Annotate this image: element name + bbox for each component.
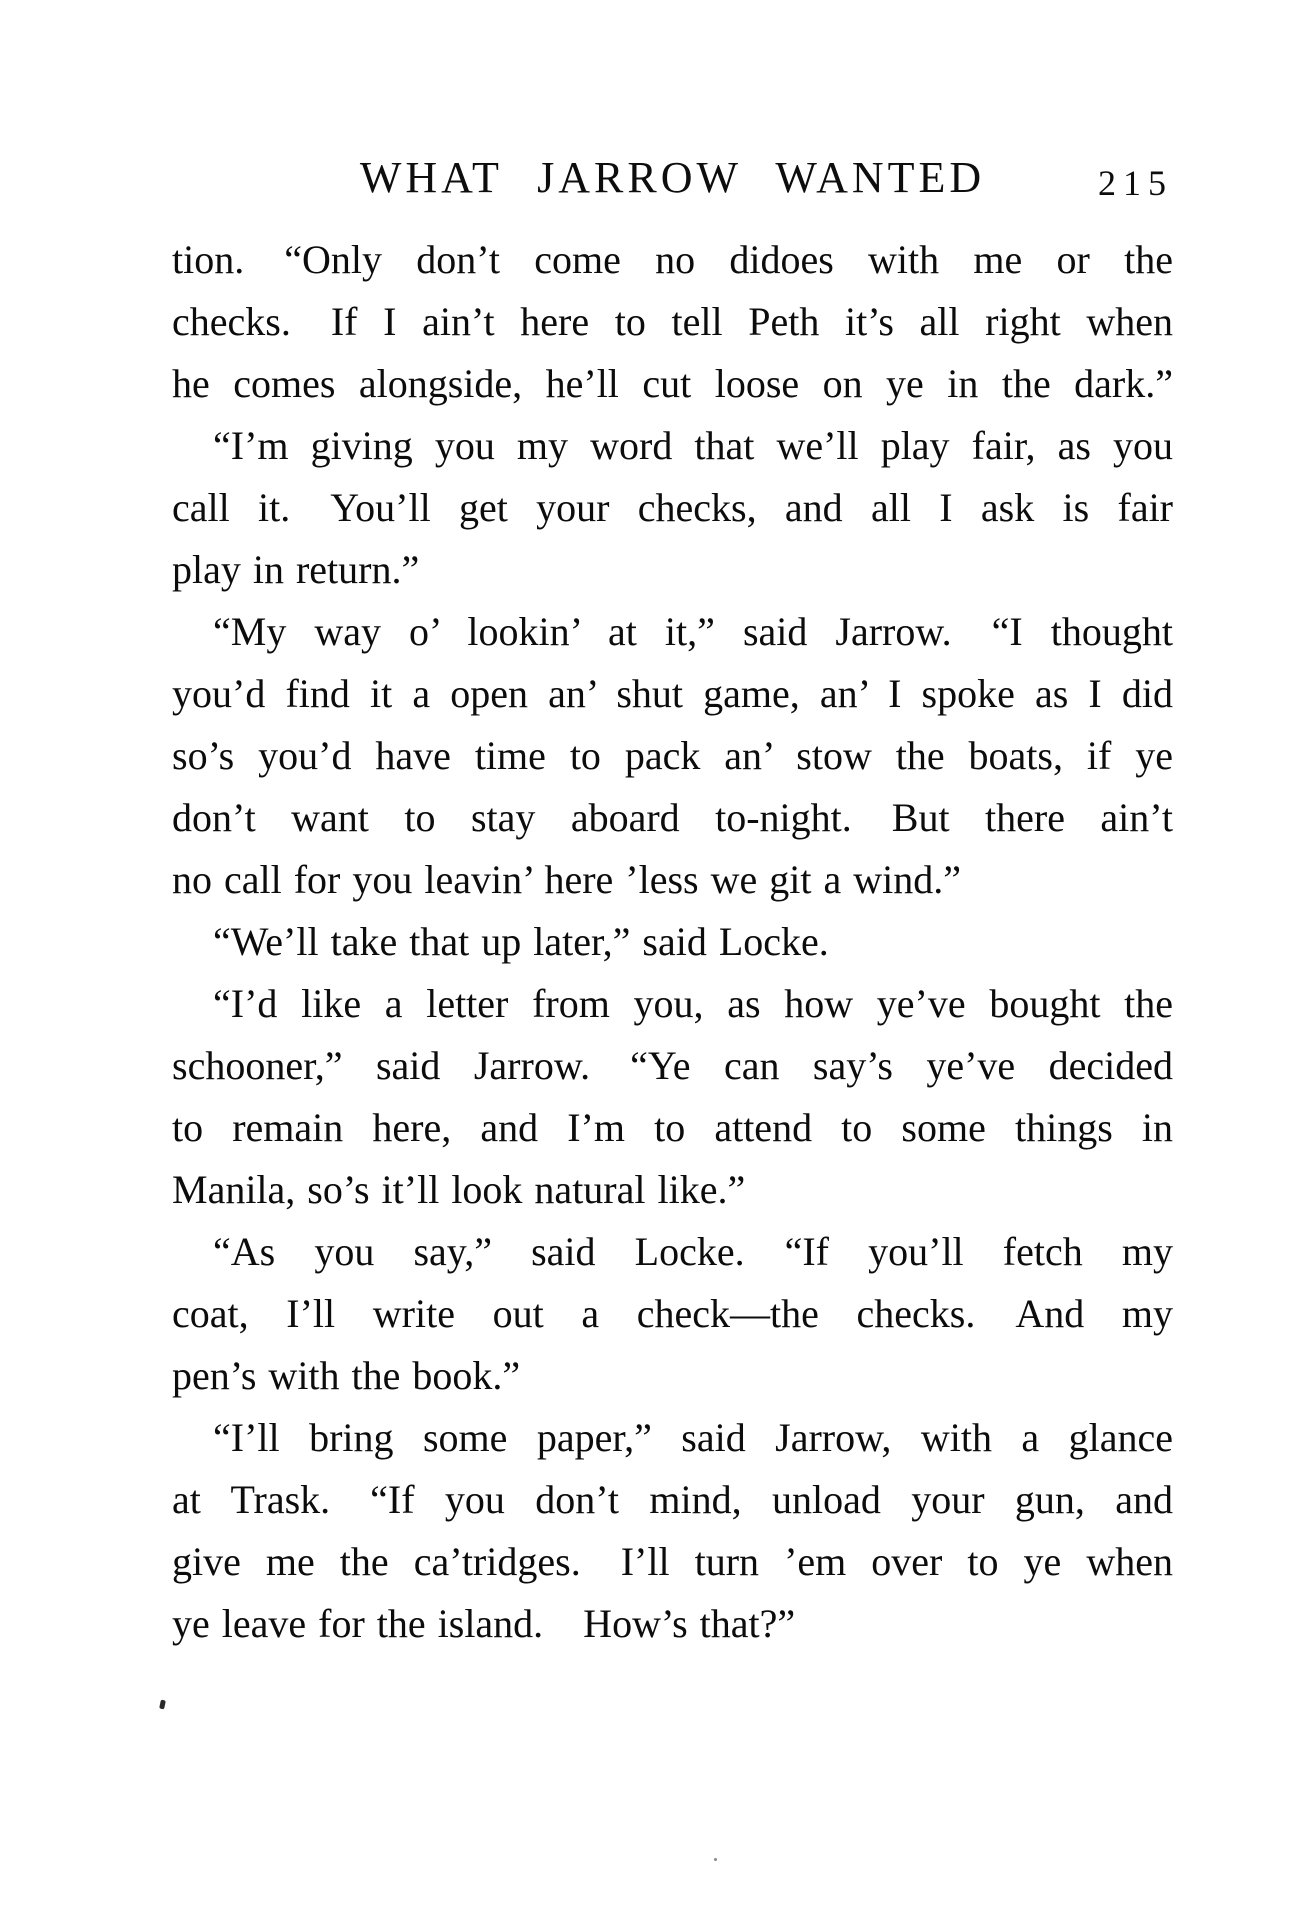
text-line: “As you say,” said Locke. “If you’ll fetch my <box>213 1229 1173 1274</box>
text-line: don’t want to stay aboard to-night. But there ain’t <box>172 795 1173 840</box>
text-line: Manila, so’s it’ll look natural like.” <box>172 1167 746 1212</box>
text-line: give me the ca’tridges. I’ll turn ’em over to ye when <box>172 1539 1173 1584</box>
page-header <box>172 152 1173 204</box>
text-line: he comes alongside, he’ll cut loose on ye in the dark.” <box>172 361 1173 406</box>
scan-speck <box>714 1858 717 1861</box>
text-line: “I’ll bring some paper,” said Jarrow, with a glance <box>213 1415 1173 1460</box>
text-line: schooner,” said Jarrow. “Ye can say’s ye’ve decided <box>172 1043 1173 1088</box>
text-block <box>172 229 1173 1655</box>
running-title: WHAT JARROW WANTED <box>359 153 986 202</box>
text-line: no call for you leavin’ here ’less we git a wind.” <box>172 857 961 902</box>
text-line: pen’s with the book.” <box>172 1353 521 1398</box>
text-line: “My way o’ lookin’ at it,” said Jarrow. “I thought <box>213 609 1173 654</box>
text-line: so’s you’d have time to pack an’ stow the boats, if ye <box>172 733 1173 778</box>
text-line: tion. “Only don’t come no didoes with me or the <box>172 237 1173 282</box>
text-line: at Trask. “If you don’t mind, unload your gun, and <box>172 1477 1173 1522</box>
page-number: 215 <box>1098 163 1173 203</box>
text-line: “I’d like a letter from you, as how ye’ve bought the <box>213 981 1173 1026</box>
text-line: “I’m giving you my word that we’ll play fair, as you <box>213 423 1173 468</box>
text-line: to remain here, and I’m to attend to some things in <box>172 1105 1173 1150</box>
text-line: checks. If I ain’t here to tell Peth it’s all right when <box>172 299 1173 344</box>
text-line: “We’ll take that up later,” said Locke. <box>213 919 829 964</box>
text-line: call it. You’ll get your checks, and all I ask is fair <box>172 485 1173 530</box>
scan-speck <box>159 1700 166 1710</box>
text-line: coat, I’ll write out a check—the checks. And my <box>172 1291 1173 1336</box>
text-line: you’d find it a open an’ shut game, an’ I spoke as I did <box>172 671 1173 716</box>
text-line: ye leave for the island. How’s that?” <box>172 1601 796 1646</box>
text-line: play in return.” <box>172 547 420 592</box>
